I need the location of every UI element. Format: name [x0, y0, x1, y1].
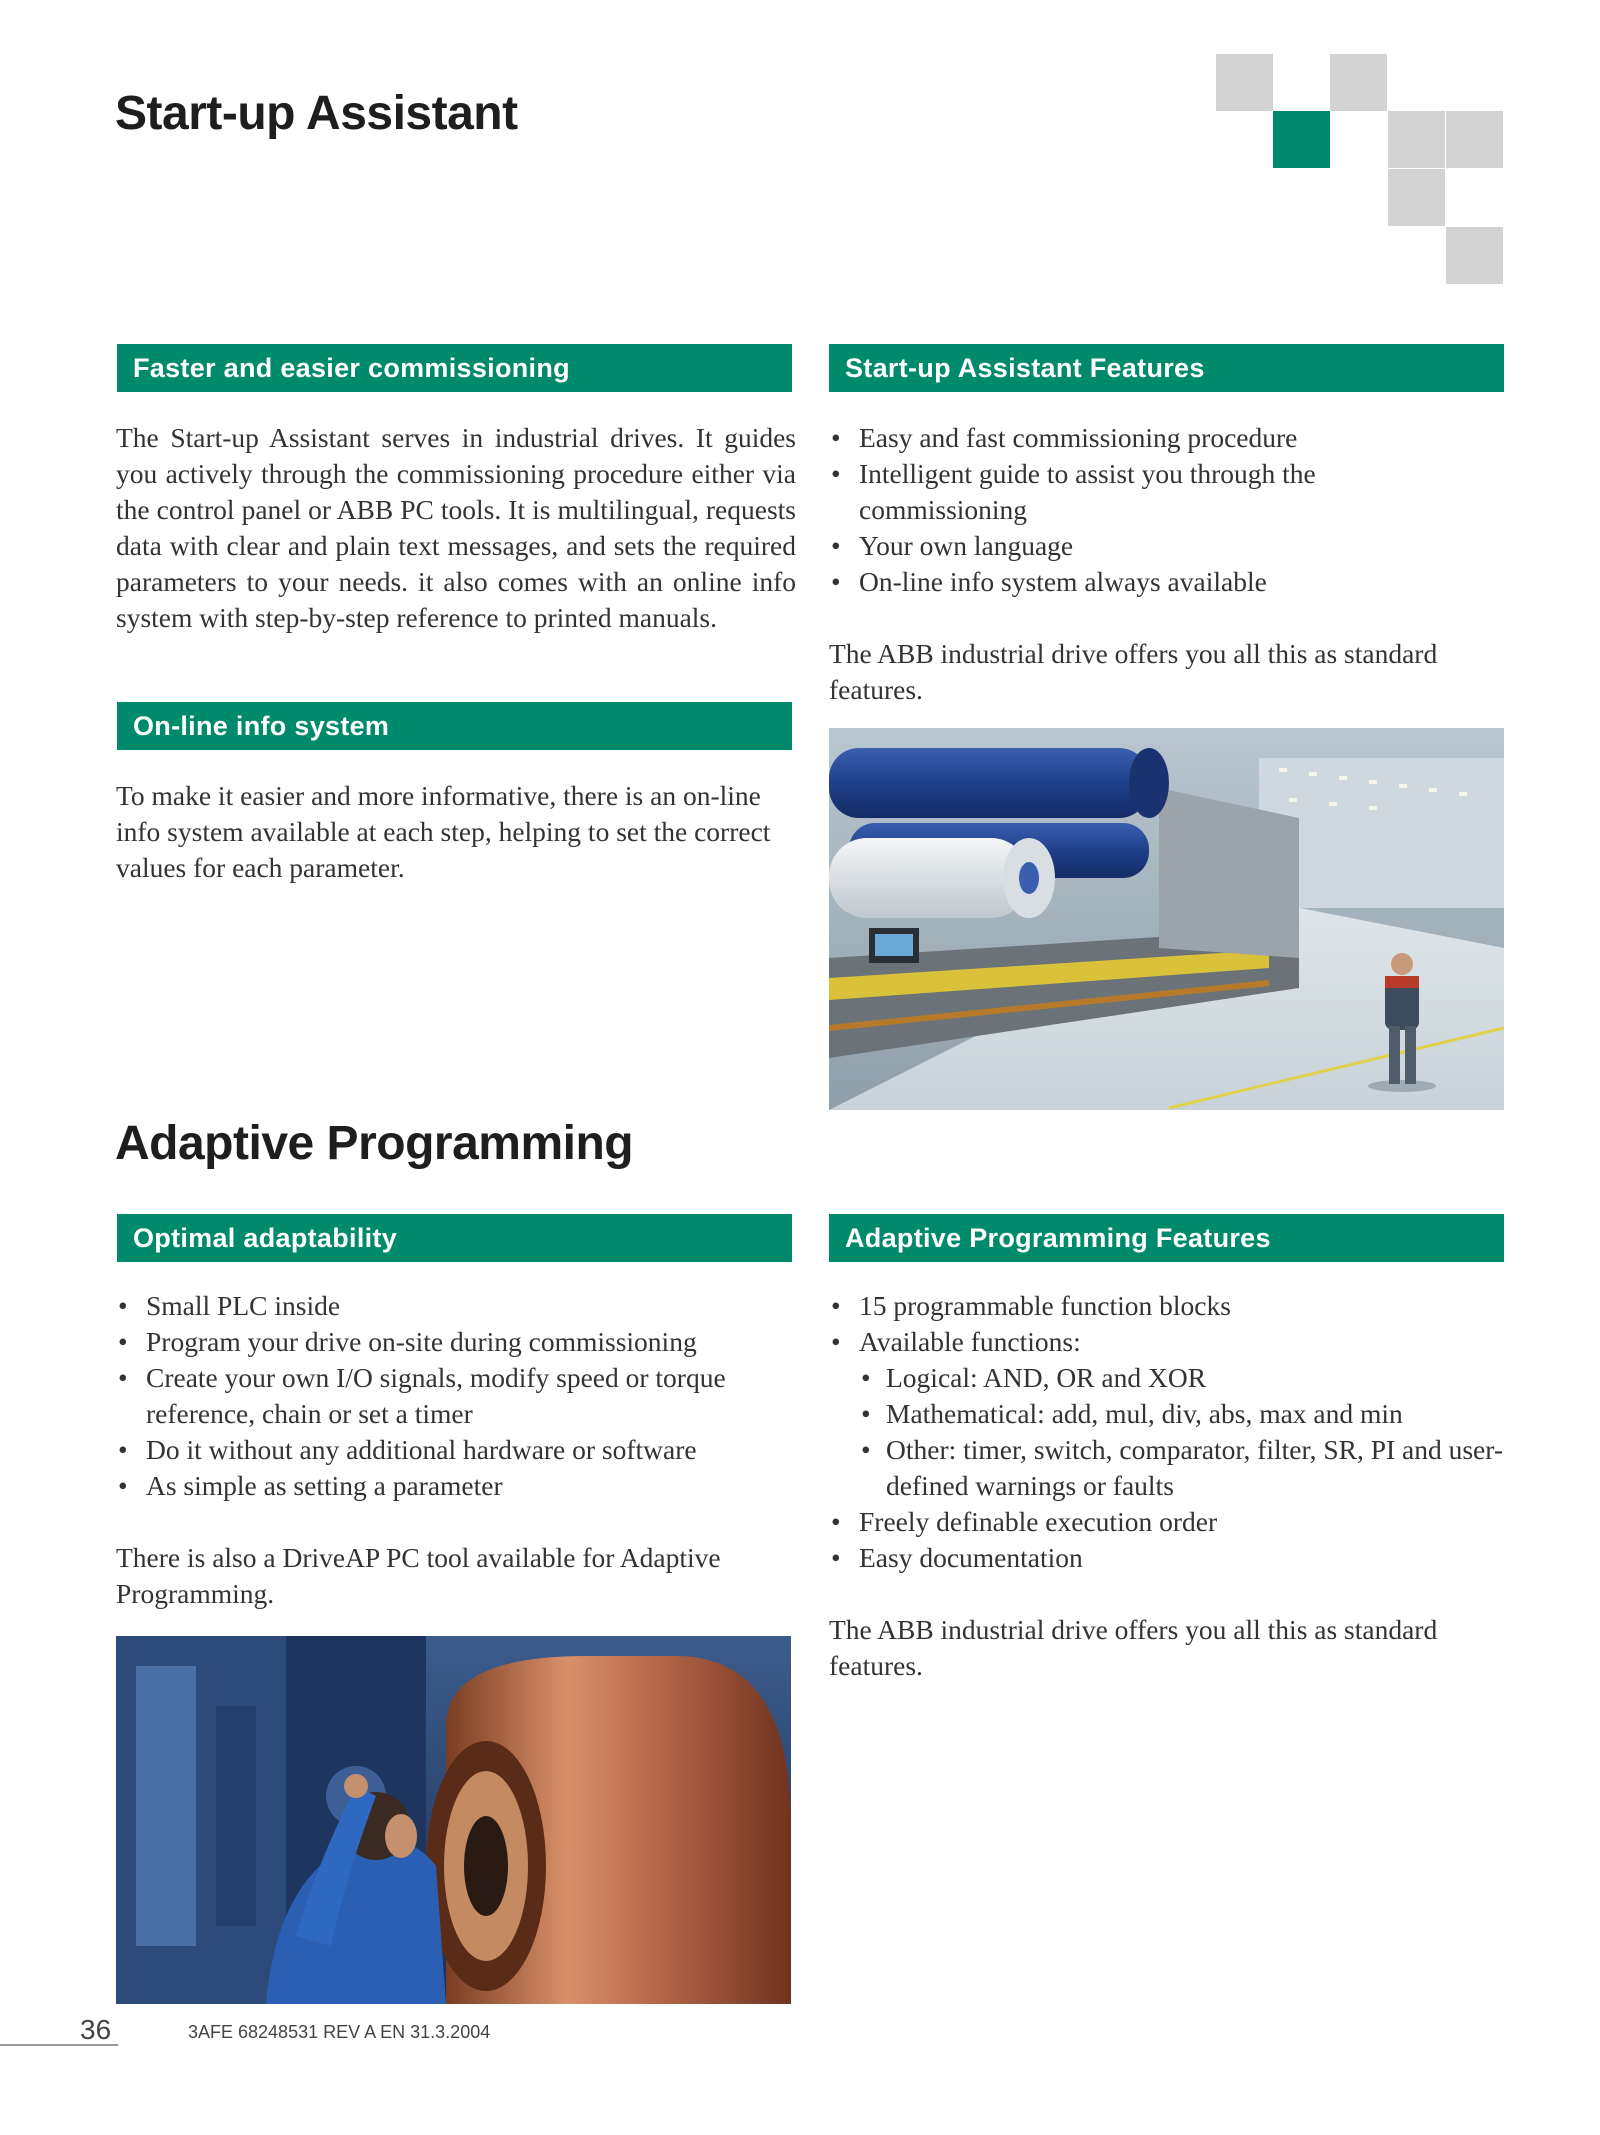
- list-item: • Your own language: [829, 528, 1489, 564]
- list-item: • Do it without any additional hardware or software: [116, 1432, 796, 1468]
- section-title-startup: Start-up Assistant: [115, 87, 518, 140]
- paper-machine-photo: [829, 728, 1504, 1110]
- list-item: • On-line info system always available: [829, 564, 1489, 600]
- list-subitem: • Logical: AND, OR and XOR: [829, 1360, 1509, 1396]
- list-item: • Small PLC inside: [116, 1288, 796, 1324]
- grey-square: [1216, 54, 1273, 111]
- faster-commissioning-text: The Start-up Assistant serves in industrial drives. It guides you actively through the commissioning procedure either via the control panel or ABB PC tools. It is multilingual, requests data with clear and plain text messages, and sets the required parameters to your needs. it also comes with an online info system with step-by-step reference to printed manuals.: [116, 422, 796, 633]
- grey-square: [1388, 111, 1445, 168]
- list-item: • Create your own I/O signals, modify speed or torque reference, chain or set a timer: [116, 1360, 796, 1432]
- grey-square: [1446, 111, 1503, 168]
- list-item: • Available functions:: [829, 1324, 1509, 1360]
- online-info-text: To make it easier and more informative, there is an on-line info system available at each step, helping to set the correct values for each parameter.: [116, 780, 771, 883]
- startup-features-list: [829, 420, 1489, 600]
- list-item: • Program your drive on-site during commissioning: [116, 1324, 796, 1360]
- list-item: • 15 programmable function blocks: [829, 1288, 1509, 1324]
- adaptive-features-list: [829, 1288, 1509, 1576]
- page-number: 36: [80, 2014, 112, 2045]
- grey-square: [1388, 169, 1445, 226]
- list-item: • As simple as setting a parameter: [116, 1468, 796, 1504]
- list-subitem: • Other: timer, switch, comparator, filter, SR, PI and user-defined warnings or faults: [829, 1432, 1509, 1504]
- heading-optimal-adaptability: Optimal adaptability: [117, 1214, 792, 1262]
- grey-square: [1446, 227, 1503, 284]
- copper-coil-photo: [116, 1636, 791, 2004]
- heading-adaptive-features: Adaptive Programming Features: [829, 1214, 1504, 1262]
- grey-square: [1330, 54, 1387, 111]
- optimal-adaptability-list: [116, 1288, 796, 1504]
- section-title-adaptive: Adaptive Programming: [115, 1117, 634, 1170]
- startup-features-note: The ABB industrial drive offers you all this as standard features.: [829, 638, 1438, 705]
- document-reference: 3AFE 68248531 REV A EN 31.3.2004: [188, 2022, 491, 2042]
- heading-faster-commissioning: Faster and easier commissioning: [117, 344, 792, 392]
- list-item: • Intelligent guide to assist you through the commissioning: [829, 456, 1489, 528]
- green-square: [1273, 111, 1330, 168]
- driveap-note: There is also a DriveAP PC tool available for Adaptive Programming.: [116, 1542, 721, 1609]
- heading-online-info: On-line info system: [117, 702, 792, 750]
- heading-startup-features: Start-up Assistant Features: [829, 344, 1504, 392]
- adaptive-features-note: The ABB industrial drive offers you all this as standard features.: [829, 1614, 1438, 1681]
- list-item: • Easy and fast commissioning procedure: [829, 420, 1489, 456]
- list-item: • Freely definable execution order: [829, 1504, 1509, 1540]
- list-item: • Easy documentation: [829, 1540, 1509, 1576]
- list-subitem: • Mathematical: add, mul, div, abs, max and min: [829, 1396, 1509, 1432]
